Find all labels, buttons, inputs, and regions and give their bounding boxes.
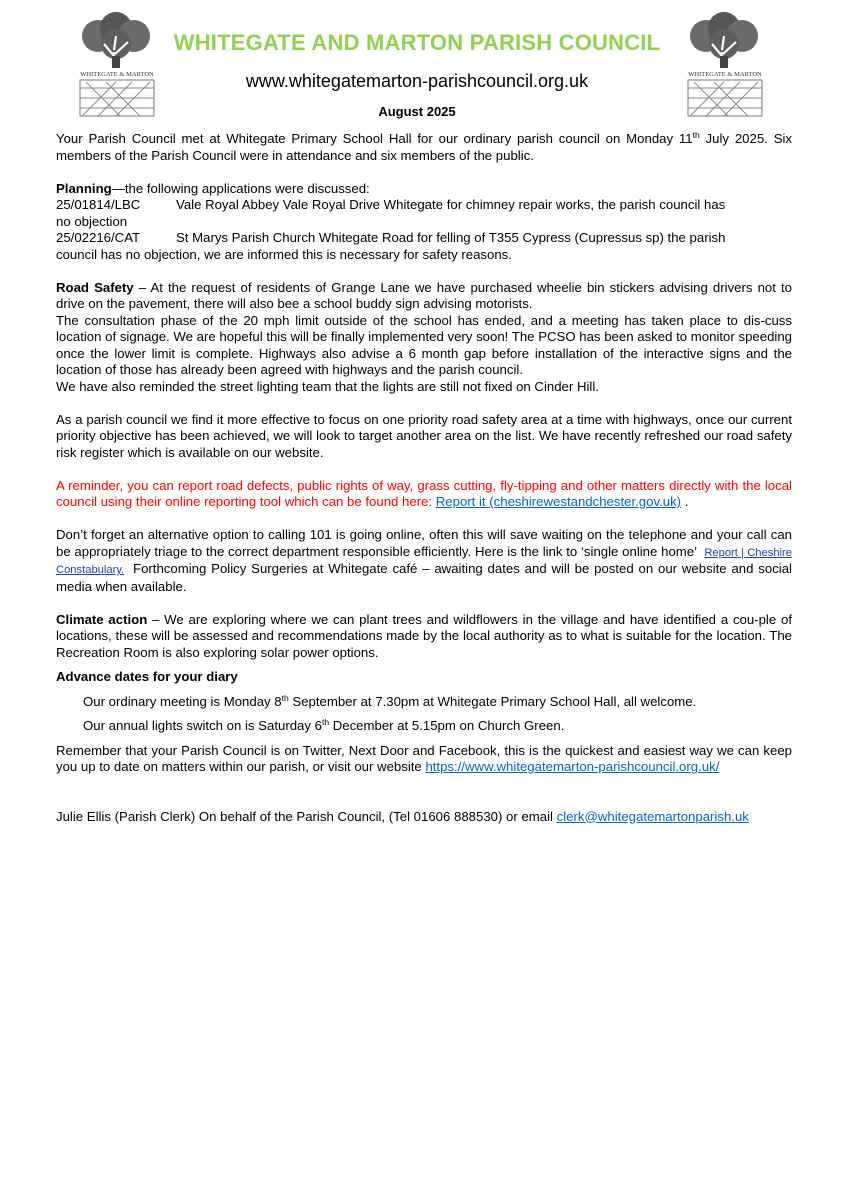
page-title: WHITEGATE AND MARTON PARISH COUNCIL [173,30,661,55]
diary-heading: Advance dates for your diary [56,669,238,684]
newsletter-body [56,131,792,825]
cheshire-constabulary-link[interactable]: Report | Cheshire Constabulary. [56,546,792,576]
parish-logo-right [684,12,766,118]
website-link[interactable]: https://www.whitegatemarton-parishcouncil.org.uk/ [425,759,720,774]
diary-item: Our ordinary meeting is Monday 8th September at 7.30pm at Whitegate Primary School Hall, all welcome. [83,692,697,709]
logo-text: WHITEGATE & MARTON [80,71,154,78]
issue-date: August 2025 [378,104,456,119]
planning-lead: Planning—the following applications were discussed: [56,180,370,196]
application-ref: 25/01814/LBC [56,197,141,212]
social-paragraph: Remember that your Parish Council is on Twitter, Next Door and Facebook, this is the quickest and easiest way we can keep you up to date on matters within our parish, or visit our website https://www.whitegatemarton-parishcouncil.org.uk/ [56,742,792,774]
road-safety-paragraph: Road Safety – At the request of residents of Grange Lane we have purchased wheelie bin stickers advising drivers not to drive on the pavement, there will also bee a school buddy sign advising motorists. [56,279,792,311]
climate-paragraph: Climate action – We are exploring where we can plant trees and wildflowers in the village and have identified a cou-ple of locations, these will be assessed and recommendations made by the local authority as to what is suitable for the location. The Recreation Room is also exploring solar power options. [56,611,792,660]
planning-application: 25/01814/LBC Vale Royal Abbey Vale Royal Drive Whitegate for chimney repair works, the parish council has no objection [56,197,726,229]
signoff-paragraph: Julie Ellis (Parish Clerk) On behalf of the Parish Council, (Tel 01606 888530) or email clerk@whitegatemartonparish.uk [56,808,749,824]
planning-heading: Planning [56,180,112,196]
application-ref: 25/02216/CAT [56,230,141,245]
road-safety-paragraph: As a parish council we find it more effective to focus on one priority road safety area at a time with highways, once our current priority objective has been achieved, we will look to target another area on the list. We have recently refreshed our road safety risk register which is available on our website. [56,411,792,460]
diary-item: Our annual lights switch on is Saturday 6th December at 5.15pm on Church Green. [83,717,565,733]
reminder-paragraph: A reminder, you can report road defects, public rights of way, grass cutting, fly-tipping and other matters directly with the local council using their online reporting tool which can be found here: Report it (cheshirewestandchester.gov.uk) . [56,477,792,509]
road-safety-paragraph: We have also reminded the street lighting team that the lights are still not fixed on Cinder Hill. [56,378,599,394]
road-safety-paragraph: The consultation phase of the 20 mph limit outside of the school has ended, and a meeting has taken place to dis-cuss location of signage. We are hopeful this will be finally implemented very soon! The PCSO has been asked to monitor speeding once the lower limit is complete. Highways also advise a 6 month gap before installation of the interactive signs and the location of those has already been agreed with highways and the parish council. [56,312,792,377]
planning-application: 25/02216/CAT St Marys Parish Church Whitegate Road for felling of T355 Cypress (Cupressus sp) the parish council has no objection, we are informed this is necessary for safety reasons. [56,230,726,262]
report-it-link[interactable]: Report it (cheshirewestandchester.gov.uk) [435,494,682,509]
logo-text: WHITEGATE & MARTON [688,71,762,78]
parish-logo-left [76,12,158,118]
road-safety-heading: Road Safety [56,279,134,295]
intro-paragraph: Your Parish Council met at Whitegate Primary School Hall for our ordinary parish council on Monday 11th July 2025. Six members of the Parish Council were in attendance and six members of the public. [56,130,793,163]
clerk-email-link[interactable]: clerk@whitegatemartonparish.uk [556,808,749,824]
climate-heading: Climate action [56,611,148,627]
website-url: www.whitegatemarton-parishcouncil.org.uk [245,71,589,91]
police-paragraph: Don’t forget an alternative option to calling 101 is going online, often this will save waiting on the telephone and your call can be appropriately triage to the correct department responsible efficiently. Here is the link to ‘single online home’ Report | Cheshire Constabulary. Forthcoming Policy Surgeries at Whitegate café – awaiting dates and will be posted on our website and social media when available. [56,527,792,594]
